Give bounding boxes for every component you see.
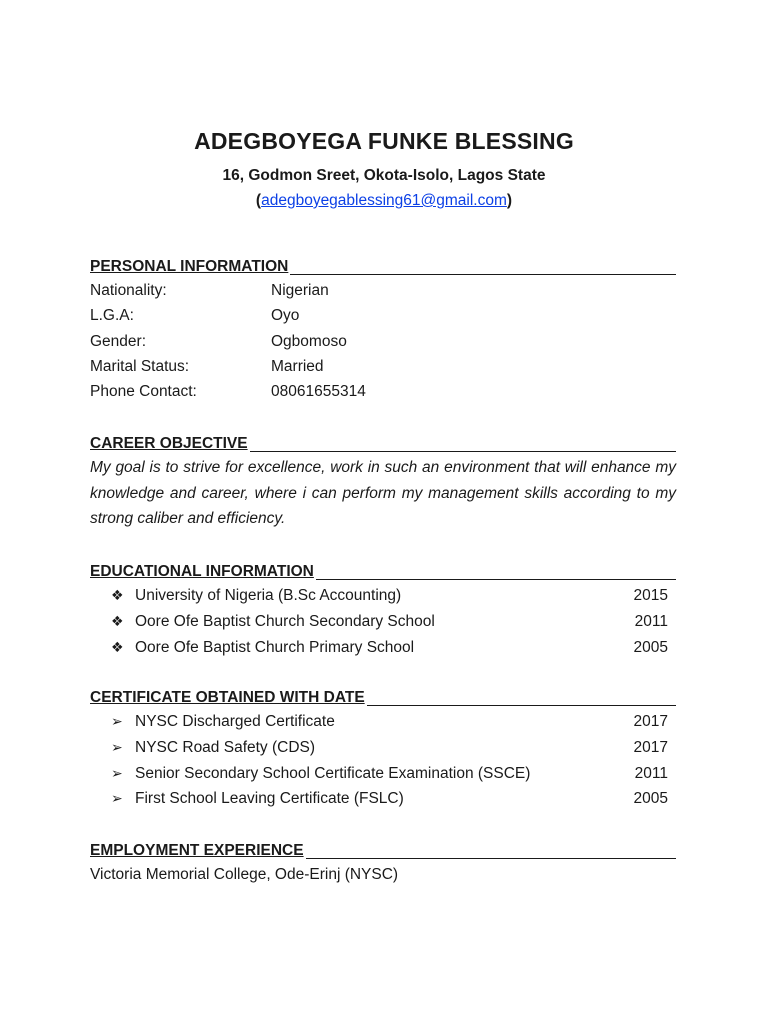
list-item-year: 2017: [633, 738, 668, 756]
candidate-name: ADEGBOYEGA FUNKE BLESSING: [194, 128, 574, 154]
list-item: [90, 761, 676, 787]
info-value: Ogbomoso: [271, 332, 347, 350]
personal-section: [90, 256, 676, 404]
diamond-bullet-icon: ❖: [111, 638, 124, 655]
section-heading: CAREER OBJECTIVE: [90, 433, 676, 455]
info-value: 08061655314: [271, 383, 366, 401]
list-item-year: 2005: [633, 638, 668, 656]
list-item: [90, 609, 676, 635]
info-value: Oyo: [271, 307, 300, 325]
objective-text: My goal is to strive for excellence, work in such an environment that will enhance my knowledge and career, where i can perform my management skills according to my strong caliber and efficiency.: [90, 459, 676, 527]
info-value: Married: [271, 357, 324, 375]
list-item-year: 2017: [633, 713, 668, 730]
address: 16, Godmon Sreet, Okota-Isolo, Lagos State: [222, 167, 546, 184]
email-close-paren: ): [506, 192, 513, 209]
employment-item: Victoria Memorial College, Ode-Erinj (NYSC): [90, 866, 399, 883]
diamond-bullet-icon: ❖: [111, 587, 124, 603]
list-item-text: Oore Ofe Baptist Church Primary School: [135, 638, 415, 656]
list-item-text: First School Leaving Certificate (FSLC): [135, 790, 404, 808]
section-heading: EMPLOYMENT EXPERIENCE: [90, 840, 676, 862]
info-label: Phone Contact:: [90, 383, 197, 401]
employment-section: [90, 840, 676, 887]
arrow-bullet-icon: ➢: [111, 738, 123, 755]
list-item-text: NYSC Road Safety (CDS): [135, 738, 316, 756]
list-item-text: NYSC Discharged Certificate: [135, 713, 335, 730]
list-item: [90, 583, 676, 609]
section-heading: PERSONAL INFORMATION: [90, 256, 676, 278]
info-label: L.G.A:: [90, 307, 134, 325]
arrow-bullet-icon: ➢: [111, 713, 123, 729]
info-row: [90, 354, 676, 379]
info-label: Gender:: [90, 332, 147, 350]
list-item-year: 2011: [634, 612, 668, 630]
info-row: [90, 278, 676, 303]
list-item: [90, 735, 676, 761]
info-row: [90, 303, 676, 328]
list-item-year: 2015: [633, 587, 668, 604]
diamond-bullet-icon: ❖: [111, 612, 124, 629]
list-item: [90, 786, 676, 812]
arrow-bullet-icon: ➢: [111, 790, 123, 807]
list-item-text: Senior Secondary School Certificate Examination (SSCE): [135, 764, 531, 782]
section-heading: EDUCATIONAL INFORMATION: [90, 561, 676, 583]
email-line: [0, 192, 768, 210]
list-item-year: 2005: [633, 790, 668, 808]
list-item: [90, 635, 676, 661]
arrow-bullet-icon: ➢: [111, 764, 123, 781]
section-heading: CERTIFICATE OBTAINED WITH DATE: [90, 687, 676, 709]
list-item-text: Oore Ofe Baptist Church Secondary School: [135, 612, 435, 630]
info-label: Marital Status:: [90, 357, 190, 375]
email-link[interactable]: adegboyegablessing61@gmail.com: [261, 192, 507, 209]
info-row: [90, 329, 676, 354]
list-item-year: 2011: [634, 764, 668, 782]
education-section: [90, 561, 676, 660]
certificates-section: [90, 687, 676, 812]
info-label: Nationality:: [90, 282, 167, 299]
list-item-text: University of Nigeria (B.Sc Accounting): [135, 587, 402, 604]
info-value: Nigerian: [271, 282, 329, 299]
email-open-paren: (: [255, 192, 262, 209]
info-row: [90, 379, 676, 404]
list-item: [90, 709, 676, 735]
objective-section: [90, 433, 676, 532]
